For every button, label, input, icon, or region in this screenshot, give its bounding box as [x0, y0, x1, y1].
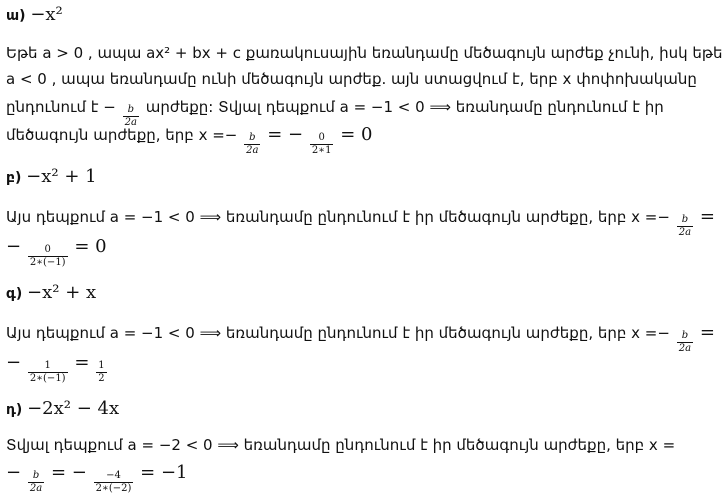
fraction-denominator: 2∗(−1): [29, 373, 66, 384]
part-d-line-1: Տվյալ դեպքում a = −2 < 0 ⟹ եռանդամը ընդունում է իր մեծագույն արժեքը, երբ x =: [6, 436, 676, 454]
part-d-line-2: [6, 462, 187, 495]
equals-minus: = −: [267, 124, 304, 145]
part-d-expression: −2x² − 4x: [27, 398, 120, 419]
fraction-numerator: −4: [94, 470, 134, 483]
result: = 0: [74, 236, 107, 257]
fraction-b-over-2a: [244, 132, 260, 157]
part-a-expression: −x²: [30, 4, 63, 25]
fraction-numerator: 0: [310, 132, 334, 145]
part-b-expression: −x² + 1: [26, 166, 97, 187]
result: = −1: [140, 462, 188, 483]
fraction-denominator: 2: [98, 373, 105, 384]
part-b-label: բ): [6, 170, 22, 186]
equals: =: [699, 206, 715, 227]
fraction-numerator: b: [123, 104, 139, 117]
fraction-denominator: 2a: [246, 145, 259, 156]
part-a-heading: [6, 4, 63, 27]
fraction-denominator: 2a: [678, 227, 692, 238]
part-a-line-1: Եթե a > 0 , ապա ax² + bx + c քառակուսային եռանդամը մեծագույն արժեք չունի, իսկ եթե: [6, 44, 723, 62]
part-c-label: գ): [6, 286, 23, 302]
equals-minus: = −: [50, 462, 87, 483]
equals: =: [74, 352, 90, 373]
part-c-line-1-text: Այս դեպքում a = −1 < 0 ⟹ եռանդամը ընդունում է իր մեծագույն արժեքը, երբ x =−: [6, 324, 670, 342]
part-a-label: ա): [6, 8, 26, 24]
part-b-line-1: [6, 206, 715, 239]
fraction-denominator: 2a: [124, 117, 137, 128]
part-b-line-1-text: Այս դեպքում a = −1 < 0 ⟹ եռանդամը ընդունում է իր մեծագույն արժեքը, երբ x =−: [6, 208, 670, 226]
result: = 0: [340, 124, 373, 145]
fraction-numerator: b: [677, 214, 693, 227]
fraction-denominator: 2∗(−2): [95, 483, 132, 494]
fraction-denominator: 2∗(−1): [29, 257, 66, 268]
fraction-b-over-2a: [28, 470, 44, 495]
minus: −: [6, 236, 22, 257]
fraction-denominator: 2a: [29, 483, 43, 494]
fraction-0-over-2x-neg1: [28, 244, 68, 269]
part-a-line-4-text: մեծագույն արժեքը, երբ x =−: [6, 126, 238, 144]
part-b-line-2: [6, 236, 107, 269]
fraction-numerator: b: [677, 330, 693, 343]
fraction-b-over-2a: [677, 330, 693, 355]
part-d-label: դ): [6, 402, 23, 418]
part-c-expression: −x² + x: [27, 282, 97, 303]
fraction-0-over-2x1: [310, 132, 334, 157]
fraction-1-over-2x-neg1: [28, 360, 68, 385]
part-a-line-3-rest: արժեքը: Տվյալ դեպքում a = −1 < 0 ⟹ եռանդամը ընդունում է իր: [145, 98, 664, 116]
part-c-line-2: [6, 352, 109, 385]
part-a-line-2: a < 0 , ապա եռանդամը ունի մեծագույն արժեք. այն ստացվում է, երբ x փոփոխականը: [6, 70, 697, 88]
minus: −: [6, 352, 22, 373]
part-a-line-3-text: ընդունում է −: [6, 98, 116, 116]
part-c-heading: [6, 282, 96, 305]
fraction-neg4-over-2x-neg2: [94, 470, 134, 495]
fraction-numerator: 1: [98, 360, 105, 371]
fraction-numerator: b: [244, 132, 260, 145]
part-d-heading: [6, 398, 119, 421]
fraction-b-over-2a: [677, 214, 693, 239]
fraction-denominator: 2∗1: [311, 145, 332, 156]
equals: =: [699, 322, 715, 343]
fraction-denominator: 2a: [678, 343, 692, 354]
fraction-numerator: 1: [28, 360, 68, 373]
fraction-numerator: 0: [28, 244, 68, 257]
fraction-numerator: b: [28, 470, 44, 483]
part-b-heading: [6, 166, 97, 189]
minus: −: [6, 462, 22, 483]
part-c-line-1: [6, 322, 715, 355]
part-a-line-4: [6, 124, 373, 157]
fraction-result-1-over-2: [96, 360, 106, 385]
